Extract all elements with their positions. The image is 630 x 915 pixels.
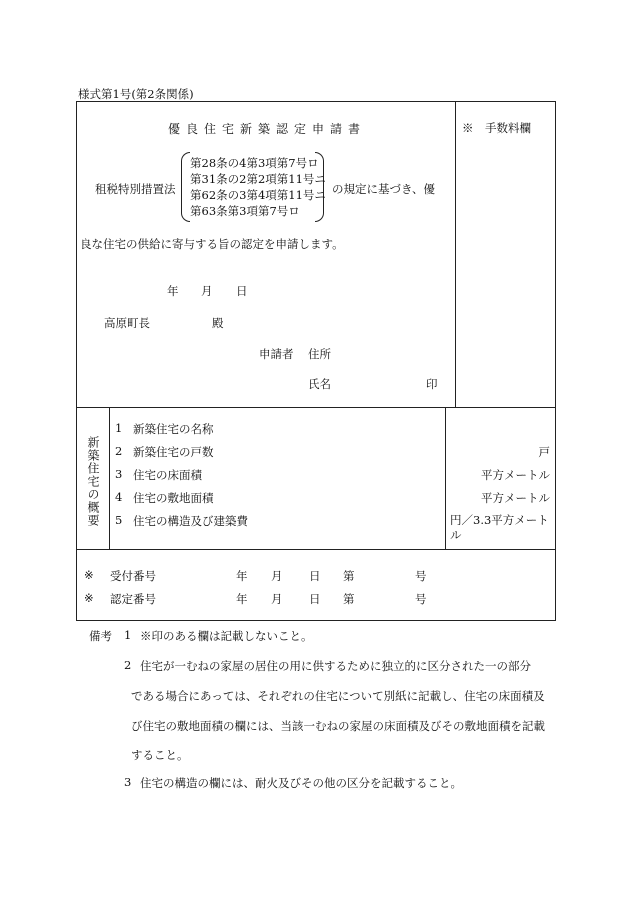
based-on-text: の規定に基づき、優 <box>332 182 436 196</box>
overview-row-num: 1 <box>115 421 123 435</box>
notes-heading: 備考 <box>89 629 112 643</box>
overview-row-num: 3 <box>115 467 123 481</box>
law-item: 第31条の2第2項第11号ニ <box>190 172 326 186</box>
overview-unit-divider <box>445 407 446 549</box>
application-sentence: 良な住宅の供給に寄与する旨の認定を申請します。 <box>80 237 344 251</box>
divider-application <box>76 407 556 408</box>
applicant-label: 申請者 <box>259 347 294 361</box>
overview-row-unit: 平方メートル <box>481 491 550 505</box>
frame-top <box>76 101 556 102</box>
certification-month: 月 <box>271 592 283 606</box>
overview-row-label: 新築住宅の名称 <box>133 422 214 436</box>
note-line: 住宅が一むねの家屋の居住の用に供するために独立的に区分された一の部分 <box>140 659 531 673</box>
frame-bottom <box>76 620 556 621</box>
certification-dai: 第 <box>343 592 355 606</box>
receipt-mark: ※ <box>84 591 94 605</box>
form-label: 様式第1号(第2条関係) <box>78 87 194 101</box>
overview-row-num: 2 <box>115 444 123 458</box>
honorific: 殿 <box>212 316 224 330</box>
certification-number-label: 認定番号 <box>110 592 156 606</box>
divider-overview <box>76 549 556 550</box>
name-label: 氏名 <box>308 377 331 391</box>
note-line: び住宅の敷地面積の欄には、当該一むねの家屋の床面積及びその敷地面積を記載 <box>131 719 545 733</box>
reception-month: 月 <box>271 569 283 583</box>
note-line: 住宅の構造の欄には、耐火及びその他の区分を記載すること。 <box>140 776 462 790</box>
overview-side-label: 新築住宅の概要 <box>86 436 100 527</box>
note-num: 3 <box>124 775 132 789</box>
overview-row-unit: 円／3.3平方メートル <box>450 513 549 542</box>
note-line: ※印のある欄は記載しないこと。 <box>140 629 313 643</box>
overview-row-num: 4 <box>115 490 123 504</box>
law-name: 租税特別措置法 <box>95 182 176 196</box>
addressee: 高原町長 <box>104 316 150 330</box>
overview-row-num: 5 <box>115 513 123 527</box>
date-day: 日 <box>236 284 248 298</box>
reception-number-label: 受付番号 <box>110 569 156 583</box>
reception-dai: 第 <box>343 569 355 583</box>
law-bracket-left <box>181 152 190 222</box>
reception-year: 年 <box>236 569 248 583</box>
overview-row-label: 住宅の敷地面積 <box>133 491 214 505</box>
fee-divider <box>455 101 456 407</box>
law-item: 第63条第3項第7号ロ <box>190 204 300 218</box>
application-title: 優良住宅新築認定申請書 <box>168 122 367 136</box>
reception-go: 号 <box>415 569 427 583</box>
note-line: すること。 <box>131 748 189 762</box>
date-month: 月 <box>201 284 213 298</box>
note-line: である場合にあっては、それぞれの住宅について別紙に記載し、住宅の床面積及 <box>131 689 545 703</box>
seal-mark: 印 <box>426 377 438 391</box>
overview-side-divider <box>109 407 110 549</box>
frame-right <box>555 101 556 621</box>
certification-year: 年 <box>236 592 248 606</box>
address-label: 住所 <box>308 347 331 361</box>
certification-go: 号 <box>415 592 427 606</box>
overview-row-unit: 平方メートル <box>481 468 550 482</box>
overview-row-label: 住宅の床面積 <box>133 468 202 482</box>
law-item: 第28条の4第3項第7号ロ <box>190 156 319 170</box>
receipt-mark: ※ <box>84 568 94 582</box>
reception-day: 日 <box>309 569 321 583</box>
note-num: 1 <box>124 628 132 642</box>
frame-left <box>76 101 77 621</box>
overview-row-label: 新築住宅の戸数 <box>133 445 214 459</box>
note-num: 2 <box>124 658 132 672</box>
overview-row-label: 住宅の構造及び建築費 <box>133 514 248 528</box>
law-item: 第62条の3第4項第11号ニ <box>190 188 326 202</box>
fee-label: ※ 手数料欄 <box>462 121 531 135</box>
date-year: 年 <box>167 284 179 298</box>
overview-row-unit: 戸 <box>538 445 550 459</box>
certification-day: 日 <box>309 592 321 606</box>
